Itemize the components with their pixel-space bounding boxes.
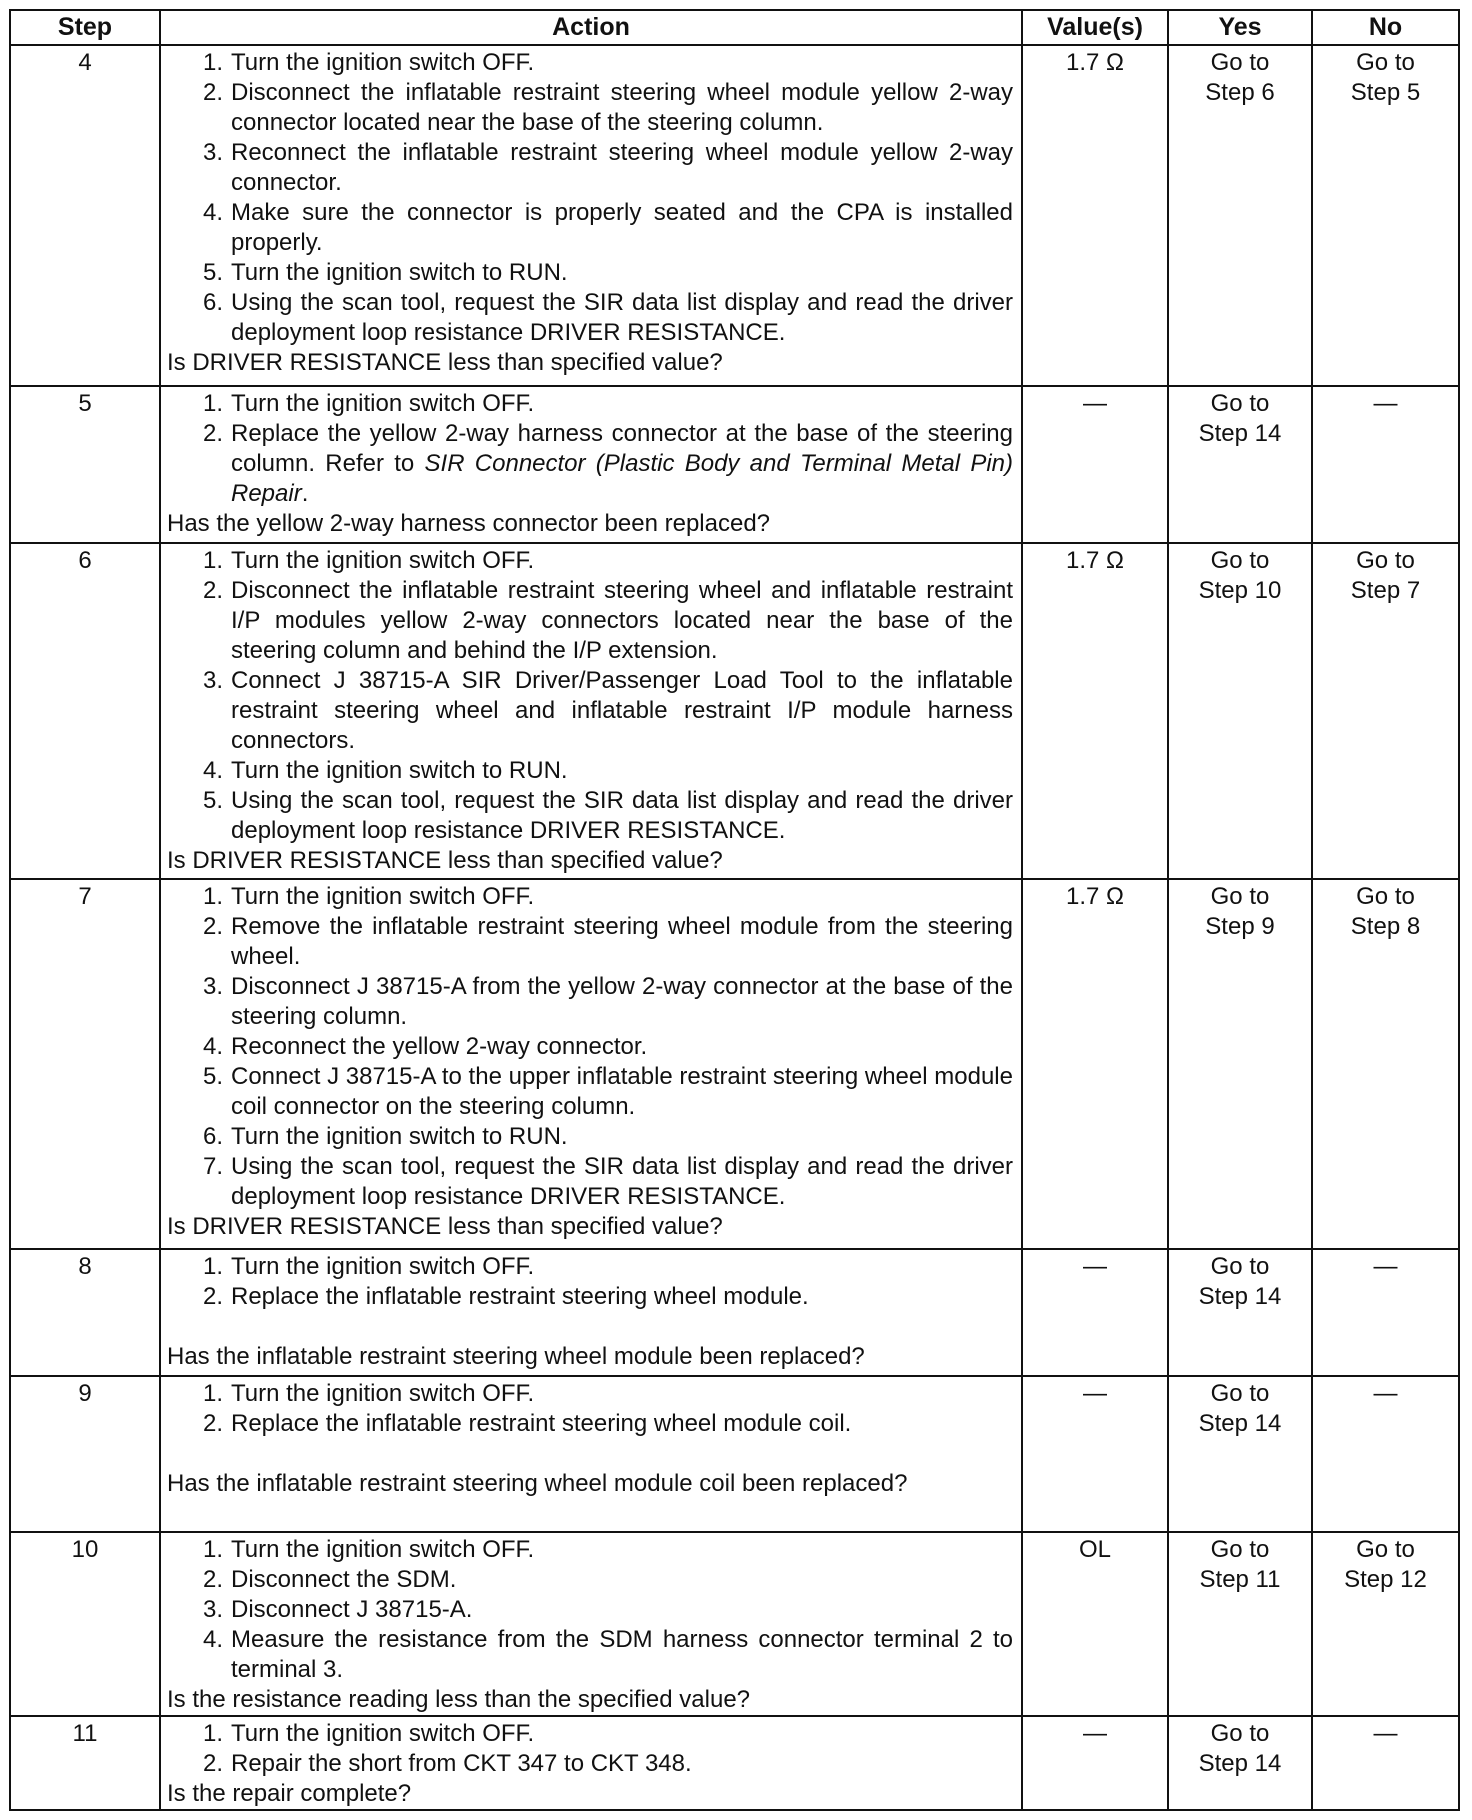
item-number: 1. bbox=[202, 1253, 223, 1280]
item-text-content: Turn the ignition switch OFF. bbox=[231, 547, 535, 574]
step-number: 5 bbox=[10, 386, 160, 543]
item-text-content: Turn the ignition switch OFF. bbox=[231, 1253, 535, 1280]
action-item bbox=[167, 258, 1013, 288]
item-text bbox=[231, 972, 1013, 1032]
item-text-content: Measure the resistance from the SDM harness connector terminal 2 to terminal 3. bbox=[231, 1626, 1013, 1683]
item-text-content: Connect J 38715-A SIR Driver/Passenger Load Tool to the inflatable restraint steering wheel and inflatable restraint I/P module harness connectors. bbox=[231, 667, 1013, 754]
item-number: 2. bbox=[202, 1750, 223, 1777]
item-text bbox=[231, 1565, 1013, 1595]
item-number: 2. bbox=[202, 913, 223, 940]
item-text-content: Turn the ignition switch OFF. bbox=[231, 1720, 535, 1747]
action-item bbox=[167, 1252, 1013, 1282]
yes-cell: Go to Step 14 bbox=[1168, 1716, 1312, 1810]
action-item bbox=[167, 666, 1013, 756]
value-cell: — bbox=[1022, 1716, 1168, 1810]
item-text bbox=[231, 389, 1013, 419]
item-text-content: Turn the ignition switch to RUN. bbox=[231, 1123, 568, 1150]
action-cell bbox=[160, 1532, 1022, 1716]
step-number: 9 bbox=[10, 1376, 160, 1532]
action-item bbox=[167, 1122, 1013, 1152]
step-number: 6 bbox=[10, 543, 160, 879]
action-item bbox=[167, 198, 1013, 258]
item-number: 2. bbox=[202, 1410, 223, 1437]
item-number: 5. bbox=[202, 1063, 223, 1090]
item-text-content: Turn the ignition switch OFF. bbox=[231, 390, 535, 417]
header-row bbox=[10, 10, 1459, 45]
item-text bbox=[231, 1062, 1013, 1122]
item-text bbox=[231, 1625, 1013, 1685]
reference-link[interactable]: SIR Connector (Plastic Body and Terminal Metal Pin) Repair bbox=[231, 450, 1014, 507]
item-text bbox=[231, 48, 1013, 78]
action-item bbox=[167, 1595, 1013, 1625]
action-item bbox=[167, 546, 1013, 576]
no-cell: — bbox=[1312, 1249, 1459, 1376]
item-number: 6. bbox=[202, 289, 223, 316]
step-number: 10 bbox=[10, 1532, 160, 1716]
yes-cell: Go to Step 9 bbox=[1168, 879, 1312, 1249]
action-item bbox=[167, 1535, 1013, 1565]
item-text bbox=[231, 78, 1013, 138]
yes-cell: Go to Step 14 bbox=[1168, 1376, 1312, 1532]
item-text bbox=[231, 576, 1013, 666]
item-text-content: Replace the inflatable restraint steering wheel module. bbox=[231, 1283, 809, 1310]
item-text-content: Make sure the connector is properly seated and the CPA is installed properly. bbox=[231, 199, 1013, 256]
item-text-content: Disconnect J 38715-A. bbox=[231, 1596, 473, 1623]
item-text bbox=[231, 912, 1013, 972]
action-item bbox=[167, 1625, 1013, 1685]
yes-cell: Go to Step 11 bbox=[1168, 1532, 1312, 1716]
no-cell: — bbox=[1312, 1716, 1459, 1810]
item-text-content: Turn the ignition switch to RUN. bbox=[231, 259, 568, 286]
item-text-content: Turn the ignition switch OFF. bbox=[231, 1536, 535, 1563]
header-values: Value(s) bbox=[1022, 10, 1168, 45]
item-text-content: Using the scan tool, request the SIR data list display and read the driver deployment loop resistance DRIVER RESISTANCE. bbox=[231, 787, 1013, 844]
action-item bbox=[167, 1379, 1013, 1409]
question: Has the inflatable restraint steering wheel module coil been replaced? bbox=[167, 1470, 908, 1497]
step-number: 8 bbox=[10, 1249, 160, 1376]
item-text bbox=[231, 1252, 1013, 1282]
item-text bbox=[231, 1719, 1013, 1749]
header-step: Step bbox=[10, 10, 160, 45]
item-text bbox=[231, 198, 1013, 258]
item-number: 1. bbox=[202, 547, 223, 574]
action-item bbox=[167, 1409, 1013, 1439]
no-cell: — bbox=[1312, 386, 1459, 543]
item-text-content: Using the scan tool, request the SIR data list display and read the driver deployment loop resistance DRIVER RESISTANCE. bbox=[231, 1153, 1013, 1210]
table-row bbox=[10, 1532, 1459, 1716]
table-row bbox=[10, 45, 1459, 386]
action-item bbox=[167, 1749, 1013, 1779]
item-text-content: Replace the inflatable restraint steering wheel module coil. bbox=[231, 1410, 852, 1437]
item-text bbox=[231, 756, 1013, 786]
step-number: 4 bbox=[10, 45, 160, 386]
item-text-content: Disconnect the inflatable restraint steering wheel module yellow 2-way connector located near the base of the steering column. bbox=[231, 79, 1013, 136]
item-number: 2. bbox=[202, 420, 223, 447]
no-cell: — bbox=[1312, 1376, 1459, 1532]
action-cell bbox=[160, 386, 1022, 543]
table-row bbox=[10, 1716, 1459, 1810]
question: Is the resistance reading less than the specified value? bbox=[167, 1686, 751, 1713]
item-number: 4. bbox=[202, 1033, 223, 1060]
action-item bbox=[167, 912, 1013, 972]
item-number: 2. bbox=[202, 577, 223, 604]
item-text bbox=[231, 1152, 1013, 1212]
item-text-content: Disconnect J 38715-A from the yellow 2-way connector at the base of the steering column. bbox=[231, 973, 1013, 1030]
action-item bbox=[167, 48, 1013, 78]
action-item bbox=[167, 1062, 1013, 1122]
value-cell: — bbox=[1022, 1376, 1168, 1532]
spacer bbox=[167, 1312, 1013, 1342]
question: Is DRIVER RESISTANCE less than specified value? bbox=[167, 349, 723, 376]
item-text bbox=[231, 288, 1013, 348]
item-text-content: Turn the ignition switch OFF. bbox=[231, 883, 535, 910]
action-item bbox=[167, 756, 1013, 786]
no-cell: Go to Step 7 bbox=[1312, 543, 1459, 879]
no-cell: Go to Step 8 bbox=[1312, 879, 1459, 1249]
item-text-content: Disconnect the SDM. bbox=[231, 1566, 457, 1593]
action-item bbox=[167, 786, 1013, 846]
item-number: 3. bbox=[202, 667, 223, 694]
punct: . bbox=[301, 480, 309, 507]
action-item bbox=[167, 389, 1013, 419]
value-cell: 1.7 Ω bbox=[1022, 543, 1168, 879]
item-text-content: Remove the inflatable restraint steering wheel module from the steering wheel. bbox=[231, 913, 1013, 970]
action-cell bbox=[160, 879, 1022, 1249]
item-number: 4. bbox=[202, 1626, 223, 1653]
action-item bbox=[167, 138, 1013, 198]
yes-cell: Go to Step 10 bbox=[1168, 543, 1312, 879]
action-item bbox=[167, 1565, 1013, 1595]
item-text bbox=[231, 1409, 1013, 1439]
step-number: 7 bbox=[10, 879, 160, 1249]
action-item bbox=[167, 78, 1013, 138]
table-row bbox=[10, 386, 1459, 543]
value-cell: 1.7 Ω bbox=[1022, 879, 1168, 1249]
action-cell bbox=[160, 45, 1022, 386]
item-text bbox=[231, 1122, 1013, 1152]
question: Is DRIVER RESISTANCE less than specified value? bbox=[167, 1213, 723, 1240]
item-number: 7. bbox=[202, 1153, 223, 1180]
header-action: Action bbox=[160, 10, 1022, 45]
spacer bbox=[167, 1439, 1013, 1469]
question: Is DRIVER RESISTANCE less than specified value? bbox=[167, 847, 723, 874]
action-item bbox=[167, 1152, 1013, 1212]
item-text-content: Turn the ignition switch OFF. bbox=[231, 49, 535, 76]
table-row bbox=[10, 1249, 1459, 1376]
item-number: 3. bbox=[202, 1596, 223, 1623]
item-text bbox=[231, 1595, 1013, 1625]
item-text bbox=[231, 1282, 1013, 1312]
item-text-content: Repair the short from CKT 347 to CKT 348. bbox=[231, 1750, 692, 1777]
item-number: 1. bbox=[202, 883, 223, 910]
item-number: 3. bbox=[202, 139, 223, 166]
action-item bbox=[167, 972, 1013, 1032]
header-yes: Yes bbox=[1168, 10, 1312, 45]
item-text bbox=[231, 546, 1013, 576]
item-text bbox=[231, 1535, 1013, 1565]
table-row bbox=[10, 1376, 1459, 1532]
value-cell: OL bbox=[1022, 1532, 1168, 1716]
item-number: 2. bbox=[202, 79, 223, 106]
item-number: 1. bbox=[202, 1720, 223, 1747]
header-no: No bbox=[1312, 10, 1459, 45]
table-row bbox=[10, 543, 1459, 879]
item-number: 5. bbox=[202, 787, 223, 814]
item-text-content: Reconnect the yellow 2-way connector. bbox=[231, 1033, 648, 1060]
action-cell bbox=[160, 1716, 1022, 1810]
question: Is the repair complete? bbox=[167, 1780, 412, 1807]
yes-cell: Go to Step 6 bbox=[1168, 45, 1312, 386]
item-number: 2. bbox=[202, 1283, 223, 1310]
table-row bbox=[10, 879, 1459, 1249]
value-cell: — bbox=[1022, 1249, 1168, 1376]
item-text-content: Turn the ignition switch to RUN. bbox=[231, 757, 568, 784]
no-cell: Go to Step 5 bbox=[1312, 45, 1459, 386]
diagnostic-table bbox=[9, 9, 1460, 1811]
action-cell bbox=[160, 1249, 1022, 1376]
item-number: 5. bbox=[202, 259, 223, 286]
item-text bbox=[231, 666, 1013, 756]
item-text-content: Using the scan tool, request the SIR data list display and read the driver deployment loop resistance DRIVER RESISTANCE. bbox=[231, 289, 1013, 346]
item-text bbox=[231, 786, 1013, 846]
item-text bbox=[231, 1749, 1013, 1779]
action-item bbox=[167, 1719, 1013, 1749]
item-text-content: Turn the ignition switch OFF. bbox=[231, 1380, 535, 1407]
item-text bbox=[231, 138, 1013, 198]
item-text-content: Connect J 38715-A to the upper inflatable restraint steering wheel module coil connector on the steering column. bbox=[231, 1063, 1013, 1120]
item-number: 1. bbox=[202, 49, 223, 76]
item-text bbox=[231, 882, 1013, 912]
item-text-content: Disconnect the inflatable restraint steering wheel and inflatable restraint I/P modules yellow 2-way connectors located near the base of the steering column and behind the I/P extension. bbox=[231, 577, 1013, 664]
item-number: 6. bbox=[202, 1123, 223, 1150]
item-number: 4. bbox=[202, 757, 223, 784]
item-text bbox=[231, 1379, 1013, 1409]
yes-cell: Go to Step 14 bbox=[1168, 386, 1312, 543]
action-item bbox=[167, 419, 1013, 509]
value-cell: 1.7 Ω bbox=[1022, 45, 1168, 386]
value-cell: — bbox=[1022, 386, 1168, 543]
question: Has the inflatable restraint steering wheel module been replaced? bbox=[167, 1343, 865, 1370]
item-text bbox=[231, 419, 1013, 509]
item-number: 1. bbox=[202, 1380, 223, 1407]
step-number: 11 bbox=[10, 1716, 160, 1810]
item-text-content: Reconnect the inflatable restraint steering wheel module yellow 2-way connector. bbox=[231, 139, 1013, 196]
item-number: 1. bbox=[202, 390, 223, 417]
item-number: 2. bbox=[202, 1566, 223, 1593]
action-item bbox=[167, 1282, 1013, 1312]
no-cell: Go to Step 12 bbox=[1312, 1532, 1459, 1716]
action-item bbox=[167, 576, 1013, 666]
action-item bbox=[167, 1032, 1013, 1062]
yes-cell: Go to Step 14 bbox=[1168, 1249, 1312, 1376]
item-text-content: Replace the yellow 2-way harness connector at the base of the steering column. Refer to bbox=[231, 420, 1013, 477]
item-number: 4. bbox=[202, 199, 223, 226]
item-number: 1. bbox=[202, 1536, 223, 1563]
action-cell bbox=[160, 543, 1022, 879]
question: Has the yellow 2-way harness connector been replaced? bbox=[167, 510, 771, 537]
action-item bbox=[167, 288, 1013, 348]
action-item bbox=[167, 882, 1013, 912]
item-number: 3. bbox=[202, 973, 223, 1000]
item-text bbox=[231, 1032, 1013, 1062]
action-cell bbox=[160, 1376, 1022, 1532]
item-text bbox=[231, 258, 1013, 288]
